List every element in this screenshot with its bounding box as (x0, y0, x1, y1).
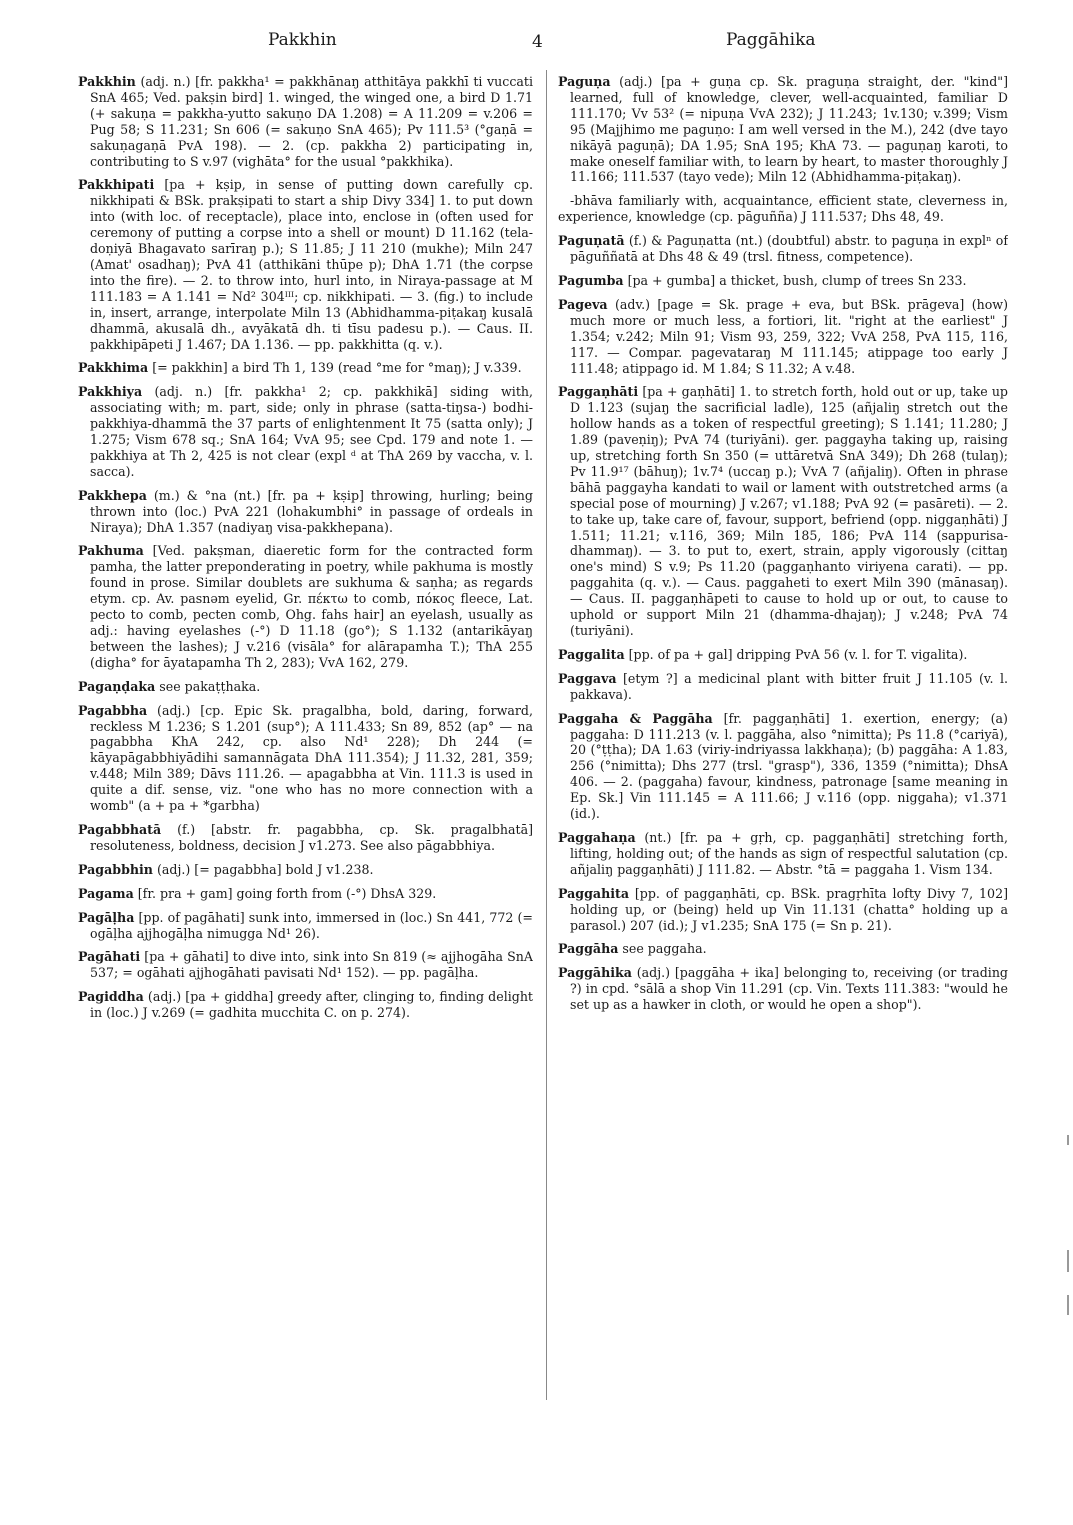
dictionary-entry (78, 679, 533, 695)
entry-definition: (adj. n.) [fr. pakkha¹ 2; cp. pakkhikā] siding with, associating with; m. part, side; only in phrase (satta-tiŋsa-) bodhi-pakkhiya-dhammā the 37 parts of enlightenment It 75 (satta only); J 1.275; Vism 678 sq.; SnA 164; VvA 95; see Cpd. 179 and note 1. — pakkhiya at Th 2, 425 is not clear (expl ᵈ at ThA 269 by vaccha, v. l. sacca). (90, 384, 533, 479)
entry-definition: (adj. n.) [fr. pakkha¹ = pakkhānaŋ atthitāya pakkhī ti vuccati SnA 465; Ved. pakṣin bird] 1. winged, the winged one, a bird D 1.71 (+ sakuṇa = pakkha-yutto sakuṇo DA 1.208) = A 11.209 = v.206 = Pug 58; S 11.231; Sn 606 (= sakuṇo SnA 465); Pv 111.5³ (°gaṇā = sakuṇagaṇā PvA 198). — 2. (cp. pakkha 2) participating in, contributing to S v.97 (vighāta° for the usual °pakkhika). (90, 74, 533, 169)
edge-mark (1067, 1295, 1069, 1315)
headword: Pagāhati (78, 949, 141, 965)
edge-mark (1067, 1135, 1069, 1145)
dictionary-entry (558, 647, 1008, 663)
dictionary-entry (558, 74, 1008, 185)
headword: Paggāhika (558, 965, 632, 981)
dictionary-entry (78, 488, 533, 536)
headword: Pagabbhin (78, 861, 153, 877)
headword: Paggava (558, 670, 617, 686)
headword: Paggahaṇa (558, 829, 636, 845)
headword: Pagāḷha (78, 909, 135, 925)
dictionary-entry (78, 989, 533, 1021)
entry-definition: see paggaha. (622, 941, 707, 957)
headword: Pagaṇḍaka (78, 678, 156, 694)
entry-definition: (adj.) [pa + giddha] greedy after, clinging to, finding delight in (loc.) J v.269 (= gadhita mucchita C. on p. 274). (90, 989, 533, 1021)
entry-definition: (adj.) [= pagabbha] bold J v1.238. (156, 861, 374, 877)
page-header (0, 30, 1073, 58)
sub-entry (558, 193, 1008, 225)
headword: Paggāha (558, 941, 619, 957)
headword: Pageva (558, 296, 608, 312)
entry-definition: [Ved. pakṣman, diaeretic form for the contracted form pamha, the latter preponderating in poetry, while pakhuma is mostly found in prose. Similar doublets are sukhuma & saṇha; as regards etym. cp. Av. pasnəm eyelid, Gr. πέκτω to comb, πόκος fleece, Lat. pecto to comb, pecten comb, Ohg. fahs hair] an eyelash, usually as adj.: having eyelashes (-°) D 11.18 (go°); S 1.132 (antarikāyaŋ between the lashes); J v.216 (visāla° for alārapamha T.); ThA 255 (digha° for āyatapamha Th 2, 283); VvA 162, 279. (90, 543, 533, 670)
dictionary-entry (558, 233, 1008, 265)
dictionary-entry (558, 711, 1008, 822)
entry-definition: [pa + kṣip, in sense of putting down carefully cp. nikkhipati & BSk. prakṣipati to start a ship Divy 334] 1. to put down into (with loc. of receptacle), place into, enclose in (often used for ceremony of putting a corpse into a shell or mount) D 11.162 (tela-doṇiyā Bhagavato sarīraŋ p.); S 11.85; J 11 210 (mukhe); Miln 247 (Amat' osadhaŋ); PvA 41 (atthikāni thūpe p); DhA 1.71 (the corpse into the fire). — 2. to throw into, hurl into, in Niraya-passage at M 111.183 = A 1.141 = Nd² 304ᴵᴵᴵ; cp. nikkhipati. — 3. (fig.) to include in, insert, arrange, interpolate Miln 13 (Abhidhamma-piṭakaŋ kusalā dhammā, akusalā dh., avyākatā dh. ti tīsu padesu p.). — Caus. II. pakkhipāpeti J 1.467; DA 1.136. — pp. pakkhitta (q. v.). (90, 177, 533, 352)
headword: Paggahita (558, 885, 629, 901)
entry-definition: [fr. pra + gam] going forth from (-°) DhsA 329. (137, 885, 437, 901)
entry-definition: (adj.) [cp. Epic Sk. pragalbha, bold, daring, forward, reckless M 1.236; S 1.201 (sup°); A 111.433; Sn 89, 852 (ap° — na pagabbha KhA 242, cp. also Nd¹ 228); Dh 244 (= kāyapāgabbhiyādihi samannāgata DhA 111.354); J 11.32, 281, 359; v.448; Miln 389; Dāvs 111.26. — apagabbha at Vin. 111.3 is used in quite a dif. sense, viz. "one who has no more connection with a womb" (a + pa + *garbha) (90, 702, 533, 814)
entry-definition: [pa + gumba] a thicket, bush, clump of trees Sn 233. (627, 272, 967, 288)
entry-definition: [pp. of pa + gal] dripping PvA 56 (v. l. for T. vigalita). (628, 646, 968, 662)
right-column (558, 74, 1008, 1494)
dictionary-entry (558, 384, 1008, 639)
entry-definition: [pp. of paggaṇhāti, cp. BSk. pragṛhīta lofty Divy 7, 102] holding up, or (being) held up Vin 11.131 (chatta° holding up a parasol.) 207 (id.); J v1.235; SnA 175 (= Sn p. 21). (570, 885, 1008, 933)
entry-definition: (f.) & Paguṇatta (nt.) (doubtful) abstr. to paguṇa in explⁿ of pāguññatā at Dhs 48 & 49 (trsl. fitness, competence). (570, 233, 1008, 265)
dictionary-entry (78, 910, 533, 942)
entry-definition: (nt.) [fr. pa + gṛh, cp. paggaṇhāti] stretching forth, lifting, holding out; of the hands as sign of respectful salutation (cp. añjaliŋ paggaṇhāti) J 111.82. — Abstr. °tā = paggaha 1. Vism 134. (570, 829, 1008, 877)
headword: Pagama (78, 885, 134, 901)
entry-definition: [= pakkhin] a bird Th 1, 139 (read °me for °maŋ); J v.339. (152, 360, 522, 376)
headword: Pagabbha (78, 702, 148, 718)
entry-definition: (m.) & °na (nt.) [fr. pa + kṣip] throwing, hurling; being thrown into (loc.) PvA 221 (lohakumbhi° in passage of ordeals in Niraya); DhA 1.357 (nadiyaŋ visa-pakkhepana). (90, 487, 533, 535)
entry-definition: [pp. of pagāhati] sunk into, immersed in (loc.) Sn 441, 772 (= ogāḷha ajjhogāḷha nimugga Nd¹ 26). (90, 909, 533, 941)
running-head-left: Pakkhin (268, 30, 337, 50)
left-column (78, 74, 533, 1494)
entry-definition: see pakaṭṭhaka. (159, 678, 261, 694)
entry-definition: [pa + gaṇhāti] 1. to stretch forth, hold out or up, take up D 1.123 (sujaŋ the sacrificial ladle), 125 (añjaliŋ stretch out the hollow hands as a token of respectful greeting); S 1.141; 11.280; J 1.89 (paveṇiŋ); PvA 74 (turiyāni). ger. paggayha taking up, raising up, stretching forth Sn 350 (= uttāretvā SnA 349); Dh 268 (tulaŋ); Pv 11.9¹⁷ (bāhuŋ); 1v.7⁴ (uccaŋ p.); VvA 7 (añjaliŋ). Often in phrase bāhā paggayha kandati to wail or lament with outstretched arms (a special pose of mourning) J v.267; v1.188; PvA 92 (= pasāreti). — 2. to take up, take care of, favour, support, befriend (opp. niggaṇhāti) J 1.511; 11.21; v.116, 369; Miln 185, 186; PvA 114 (sappurisa-dhammaŋ). — 3. to put to, exert, strain, apply vigorously (cittaŋ one's mind) S v.9; Ps 11.20 (paggaṇhanto viriyena carati). — pp. paggahita (q. v.). — Caus. paggaheti to exert Miln 390 (mānasaŋ). — Caus. II. paggaṇhāpeti to cause to hold up or out, to cause to uphold or support Miln 21 (dhamma-dhajaŋ); J v.248; PvA 74 (turiyāni). (570, 384, 1008, 638)
dictionary-entry (558, 297, 1008, 377)
dictionary-entry (78, 949, 533, 981)
headword: Pakkhin (78, 74, 136, 89)
headword: Pakkhipati (78, 177, 155, 193)
headword: Pakhuma (78, 543, 144, 559)
headword: Paggaha & Paggāha (558, 710, 713, 726)
headword: Paggaṇhāti (558, 384, 639, 400)
dictionary-entry (78, 886, 533, 902)
dictionary-entry (78, 862, 533, 878)
dictionary-entry (78, 703, 533, 814)
headword: Paggalita (558, 646, 625, 662)
page-number: 4 (532, 32, 543, 52)
running-head-right: Paggāhika (726, 30, 816, 50)
dictionary-entry (558, 671, 1008, 703)
dictionary-entry (78, 384, 533, 479)
headword: Pagumba (558, 272, 624, 288)
entry-definition: [pa + gāhati] to dive into, sink into Sn 819 (≈ ajjhogāha SnA 537; = ogāhati ajjhogāhati pavisati Nd¹ 152). — pp. pagāḷha. (90, 949, 533, 981)
dictionary-entry (78, 177, 533, 352)
dictionary-entry (558, 273, 1008, 289)
dictionary-entry (558, 941, 1008, 957)
dictionary-entry (78, 360, 533, 376)
column-divider (546, 70, 547, 1400)
dictionary-entry (558, 886, 1008, 934)
headword: Pagiddha (78, 989, 144, 1005)
entry-definition: [etym ?] a medicinal plant with bitter fruit J 11.105 (v. l. pakkava). (570, 670, 1008, 702)
dictionary-entry (558, 830, 1008, 878)
headword: Pagabbhatā (78, 821, 162, 837)
dictionary-entry (78, 74, 533, 169)
dictionary-entry (78, 543, 533, 670)
headword: Paguṇa (558, 74, 611, 89)
dictionary-entry (558, 965, 1008, 1013)
headword: Pakkhepa (78, 487, 147, 503)
headword: Pakkhiya (78, 384, 143, 400)
entry-definition: (f.) [abstr. fr. pagabbha, cp. Sk. pragalbhatā] resoluteness, boldness, decision J v1.273. See also pāgabbhiya. (90, 821, 533, 853)
edge-mark (1067, 1250, 1069, 1272)
entry-definition: (adj.) [paggāha + ika] belonging to, receiving (or trading ?) in cpd. °sālā a shop Vin 11.291 (cp. Vin. Texts 111.383: "would he set up as a hawker in cloth, or would he open a shop"). (570, 965, 1008, 1013)
sub-entry-text: -bhāva familiarly with, acquaintance, efficient state, cleverness in, experience, knowledge (cp. pāguñña) J 111.537; Dhs 48, 49. (558, 193, 1008, 225)
entry-definition: [fr. paggaṇhāti] 1. exertion, energy; (a) paggaha: D 111.213 (v. l. paggāha, also °nimitta); Ps 11.8 (°cariyā), 20 (°ṭṭha); DA 1.63 (viriy-indriyassa lakkhaṇa); (b) paggāha: A 1.83, 256 (°nimitta); Dhs 277 (trsl. "grasp"), 336, 1359 (°nimitta); DhsA 406. — 2. (paggaha) favour, kindness, patronage [same meaning in Ep. Sk.] Vin 111.145 = A 111.66; J v.116 (opp. niggaha); v1.371 (id.). (570, 710, 1008, 822)
dictionary-entry (78, 822, 533, 854)
headword: Paguṇatā (558, 233, 625, 249)
headword: Pakkhima (78, 360, 149, 376)
entry-definition: (adj.) [pa + guṇa cp. Sk. praguṇa straight, der. "kind"] learned, full of knowledge, clever, well-acquainted, familiar D 111.170; Vv 53² (= nipuṇa VvA 232); J 11.243; 1v.130; v.399; Vism 95 (Majjhimo me paguṇo: I am well versed in the M.), 242 (dve tayo nikāyā paguṇā); DA 1.95; SnA 195; KhA 73. — paguṇaŋ karoti, to make oneself familiar with, to learn by heart, to master thoroughly J 11.166; 111.537 (tayo vede); Miln 12 (Abhidhamma-piṭakaŋ). (570, 74, 1008, 185)
entry-definition: (adv.) [page = Sk. prage + eva, but BSk. prāgeva] (how) much more or much less, a fortiori, lit. "right at the earliest" J 1.354; v.242; Miln 91; Vism 93, 259, 322; VvA 258, PvA 115, 116, 117. — Compar. pagevataraŋ M 111.145; atippage too early J 111.48; atippago id. M 1.84; S 11.32; A v.48. (570, 296, 1008, 376)
